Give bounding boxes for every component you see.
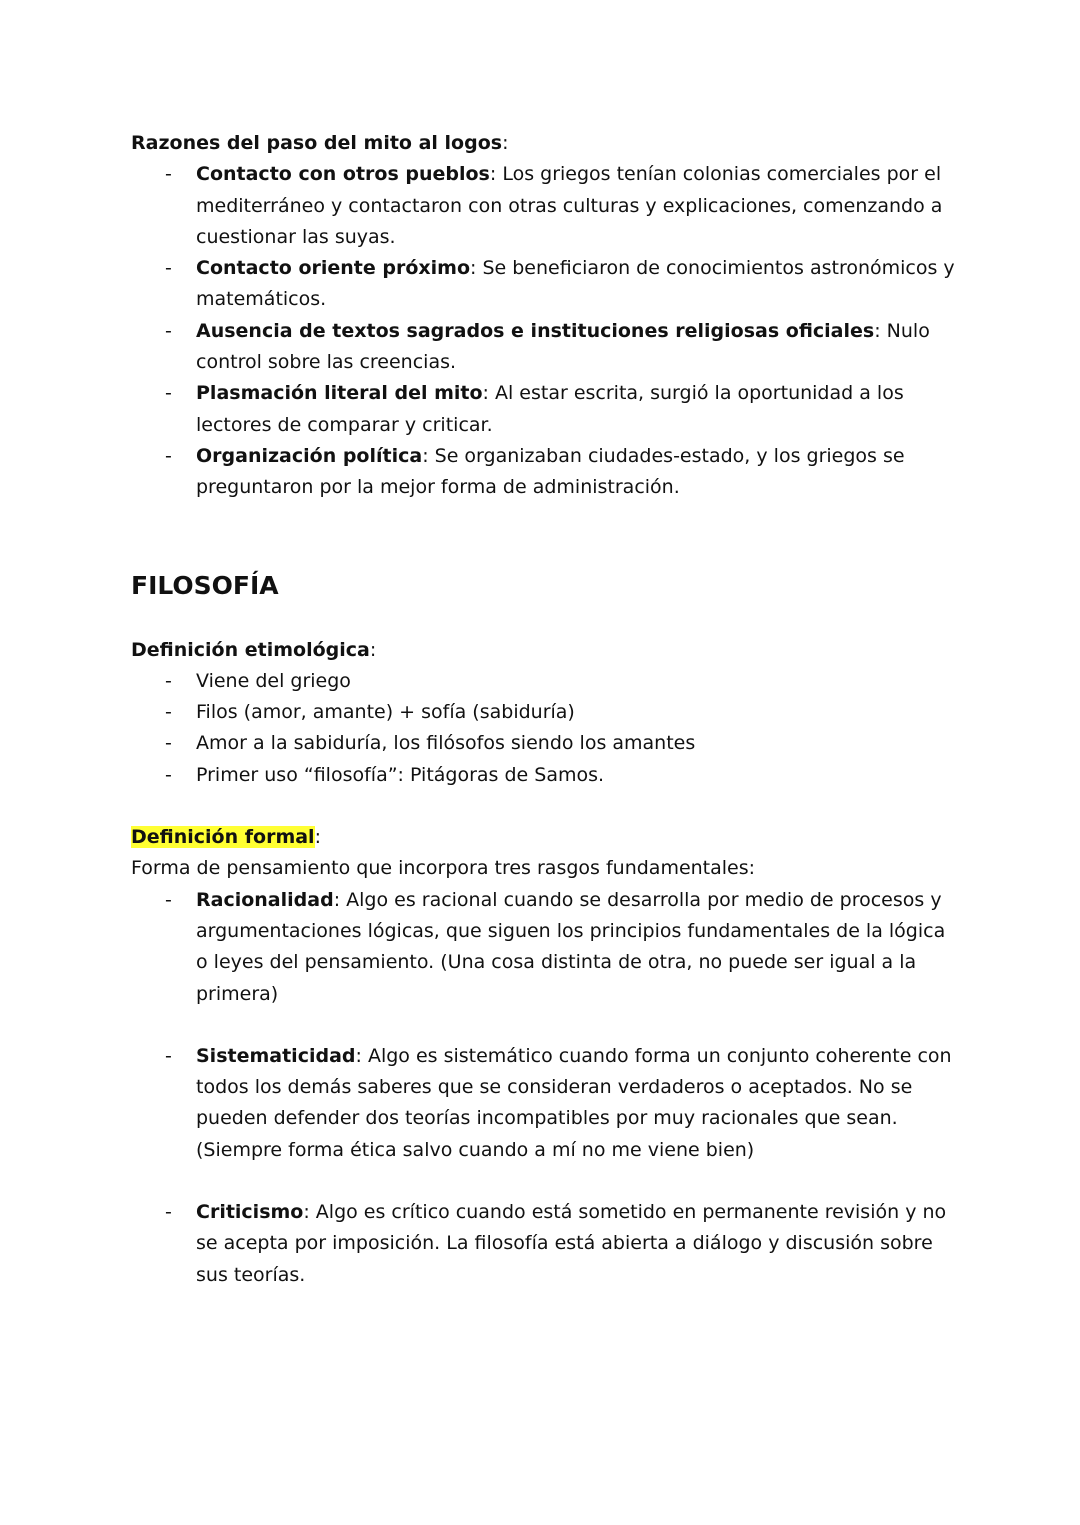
list-item: - Sistematicidad: Algo es sistemático cuando forma un conjunto coherente con todos los demás saberes que se consideran verdaderos o aceptados. No se pueden defender dos teorías incompatibles por muy racionales que sean. (Siempre forma ética salvo cuando a mí no me viene bien) bbox=[131, 1041, 961, 1166]
section-heading-mito-logos: Razones del paso del mito al logos: bbox=[131, 132, 509, 154]
document-page bbox=[131, 128, 961, 1291]
formal-traits-list bbox=[131, 885, 961, 1291]
list-item: - Amor a la sabiduría, los filósofos siendo los amantes bbox=[131, 728, 961, 759]
list-item: - Contacto con otros pueblos: Los griegos tenían colonias comerciales por el mediterráneo y contactaron con otras culturas y explicaciones, comenzando a cuestionar las suyas. bbox=[131, 159, 961, 253]
highlighted-heading-label: Definición formal bbox=[131, 826, 315, 849]
list-item: - Plasmación literal del mito: Al estar escrita, surgió la oportunidad a los lectores de comparar y criticar. bbox=[131, 378, 961, 441]
section-title-filosofia: FILOSOFÍA bbox=[131, 570, 279, 600]
heading-label: Razones del paso del mito al logos bbox=[131, 132, 503, 154]
reasons-list bbox=[131, 159, 961, 503]
list-item: - Organización política: Se organizaban ciudades-estado, y los griegos se preguntaron por la mejor forma de administración. bbox=[131, 441, 961, 504]
list-item: - Racionalidad: Algo es racional cuando se desarrolla por medio de procesos y argumentaciones lógicas, que siguen los principios fundamentales de la lógica o leyes del pensamiento. (Una cosa distinta de otra, no puede ser igual a la primera) bbox=[131, 885, 961, 1010]
list-item: - Filos (amor, amante) + sofía (sabiduría) bbox=[131, 697, 961, 728]
formal-heading: Definición formal: bbox=[131, 826, 321, 849]
list-item: - Ausencia de textos sagrados e instituciones religiosas oficiales: Nulo control sobre las creencias. bbox=[131, 316, 961, 379]
list-item: - Criticismo: Algo es crítico cuando está sometido en permanente revisión y no se acepta por imposición. La filosofía está abierta a diálogo y discusión sobre sus teorías. bbox=[131, 1197, 961, 1291]
etymology-heading: Definición etimológica: bbox=[131, 638, 377, 661]
heading-label: Definición etimológica bbox=[131, 638, 370, 661]
list-item: - Viene del griego bbox=[131, 666, 961, 697]
list-item: - Primer uso “filosofía”: Pitágoras de Samos. bbox=[131, 760, 961, 791]
etymology-list bbox=[131, 666, 961, 791]
list-item: - Contacto oriente próximo: Se beneficiaron de conocimientos astronómicos y matemáticos. bbox=[131, 253, 961, 316]
formal-intro: Forma de pensamiento que incorpora tres rasgos fundamentales: bbox=[131, 857, 756, 880]
